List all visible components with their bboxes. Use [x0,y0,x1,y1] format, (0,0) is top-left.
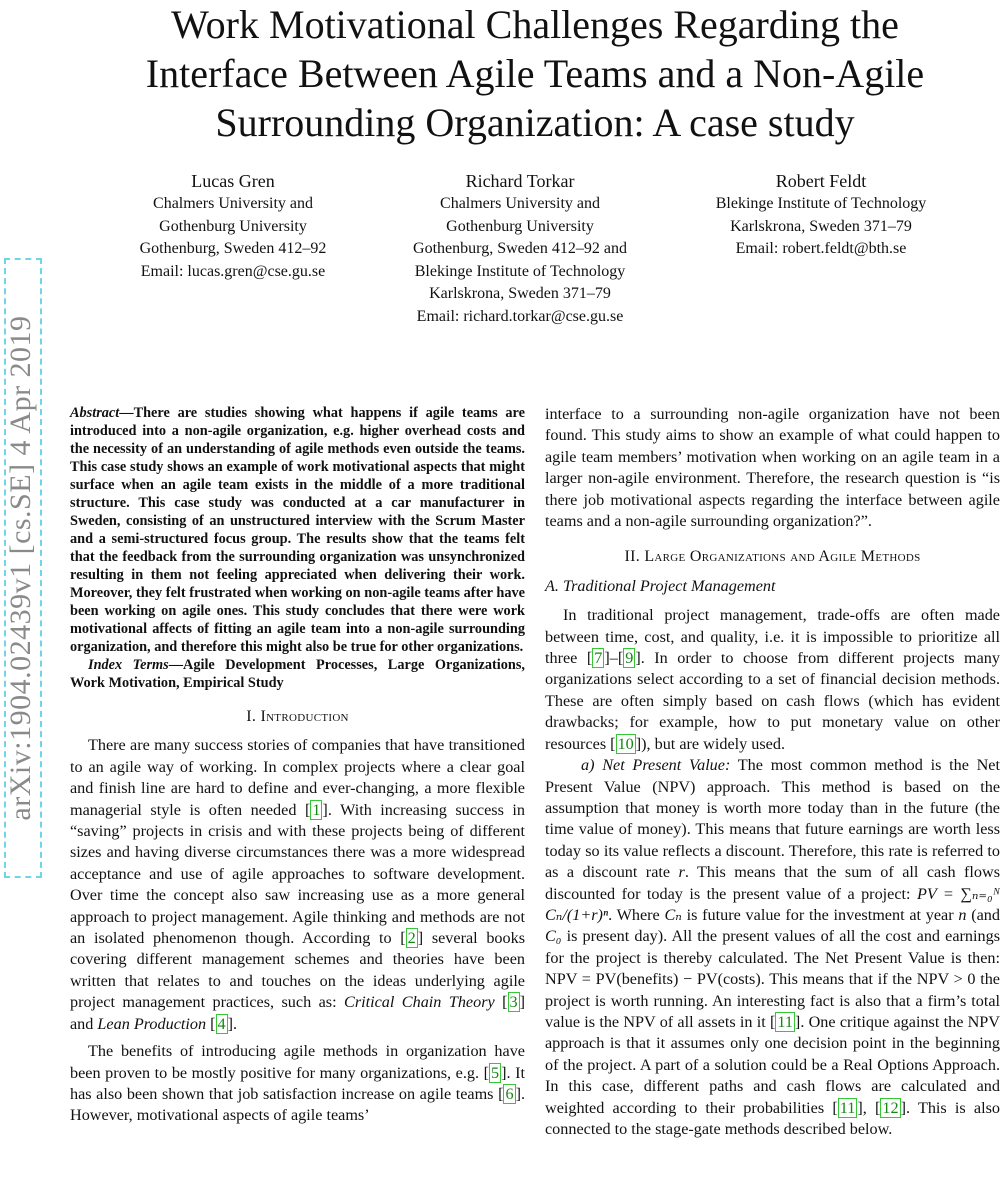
npv-formula: NPV = PV(benefits) − PV(costs) [545,970,761,989]
citation-link[interactable]: 11 [777,1012,793,1031]
section-heading-large-organizations [545,546,1000,567]
traditional-pm-paragraph: In traditional project management, trade-offs are often made between time, cost, and quality, i.e. it is impossible to prioritize all three [ 7 ]–[ 9 ]. In order to choose from different projects many organizations select according to a set of financial decision methods. These are often simply based on cash flows (which has evident drawbacks; for example, how to put monetary value on other resources [ 10 ]), but are widely used. [545,606,1000,753]
text-run: . This is also connected to the stage-gate methods described below. [545,1098,1000,1138]
author-email[interactable]: Email: lucas.gren@cse.gu.se [140,262,326,280]
text-run: . This means that the sum of all cash flows discounted for today is the present value of a project: [545,863,1000,903]
author-torkar [380,170,660,328]
text-run: and [70,1014,98,1033]
abstract-label: Abstract [70,405,120,421]
title-line: Work Motivational Challenges Regarding the [171,2,899,47]
citation-link[interactable]: 5 [491,1063,500,1082]
text-run: . It has also been shown that job satisfaction increase on agile teams [70,1063,525,1103]
section-number: I. [246,708,257,725]
author-name: Robert Feldt [775,171,867,191]
text-run: . [233,1014,238,1033]
section-title: Introduction [260,708,349,725]
citation-link[interactable]: 9 [625,649,634,668]
author-affiliation: Blekinge Institute of Technology [715,195,927,212]
author-address: Karlskrona, Sweden 371–79 [730,217,912,235]
author-affiliation: Gothenburg University [159,217,307,235]
text-run: . This means that if the [760,970,917,989]
math-symbol: r [678,863,685,882]
abstract-text: —There are studies showing what happens if agile teams are introduced into a non-agile organization, e.g. higher overhead costs and the necessity of an understanding of agile methods even outside the teams. This case study shows an example of work motivational aspects that might surface when an agile team exists in the middle of a more traditional structure. This case study was conducted at a car manufacturer in Sweden, consisting of an unstructured interview with the Scrum Master and a semi-structured focus group. The results show that the teams felt that the feedback from the surrounding organization was unsynchronized resulting in them not feeling appreciated when delivering their work. Moreover, they felt frustrated when working on non-agile teams after have been working on agile ones. This study concludes that there were work motivational affects of fitting an agile team into a non-agile surrounding organization, and therefore this might also be true for other organizations. [70,405,525,655]
subsection-heading: A. Traditional Project Management [545,576,776,595]
author-feldt [690,170,952,261]
math-symbol: C₀ [545,927,562,946]
author-affiliation: Blekinge Institute of Technology [414,262,626,280]
author-address: Gothenburg, Sweden 412–92 and [413,240,627,257]
text-run: There are many success stories of companies that have transitioned to an agile way of working. In complex projects where a clear goal and finish line are hard to define and ever-changing, a more flexible managerial style is often needed [70,736,525,819]
pv-formula: PV = ∑ₙ₌₀ᴺ Cₙ/(1+r)ⁿ [545,884,1000,924]
abstract [70,404,525,656]
paragraph-heading: a) Net Present Value: [581,756,731,775]
author-address: Gothenburg, Sweden 412–92 [139,240,327,257]
section-heading-introduction [70,706,525,727]
text-run: The benefits of introducing agile methods in organization have been proven to be mostly positive for many organizations, e.g. [70,1042,525,1082]
title-line: Surrounding Organization: A case study [215,100,855,145]
citation-link[interactable]: 11 [839,1098,856,1117]
text-run: . In order to choose from different projects many organizations select according to a set of financial decision methods. These are often simply based on cash flows (which has evident drawbacks; for example, how to put monetary value on other resources [545,649,1000,753]
italic-term: Critical Chain Theory [344,993,495,1012]
text-run: In traditional project management, trade-offs are often made between time, cost, and quality, i.e. it is impossible to prioritize all three [545,606,1000,668]
section-title: Large Organizations and Agile Methods [644,548,921,566]
paper-title [70,0,1000,147]
text-run: . However, motivational aspects of agile teams’ [70,1084,525,1125]
section-number: II. [624,548,641,566]
author-affiliation: Chalmers University and [153,195,313,212]
text-run: the project is worth running. An interesting fact is also that a firm’s total value is the NPV of all assets in it [545,970,1000,1031]
index-terms-text: —Agile Development Processes, Large Organizations, Work Motivation, Empirical Study [70,657,525,691]
citation-link[interactable]: 4 [217,1014,226,1033]
citation-link[interactable]: 6 [505,1084,514,1103]
text-run: – [609,649,618,668]
author-address: Karlskrona, Sweden 371–79 [429,285,611,302]
title-line: Interface Between Agile Teams and a Non-Agile [145,51,925,96]
citation-link[interactable]: 1 [312,800,321,819]
intro-paragraph-1: There are many success stories of companies that have transitioned to an agile way of working. In complex projects where a clear goal and finish line are hard to define and ever-changing, a more flexible managerial style is often needed [ 1 ]. With increasing success in “saving” projects in crisis and with these projects being of different sizes and having diverse circumstances there was a more widespread acceptance and use of agile approaches to software development. Over time the concept also saw increasing use as a more general approach to project management. Agile thinking and methods are not an isolated phenomenon though. According to [ 2 ] several books covering different management schemes and theories have been written that relates to and touches on the ideas underlying agile project management practices, such as: Critical Chain Theory [ 3 ] and Lean Production [ 4 ]. [70,736,525,1033]
italic-term: Lean Production [97,1014,207,1033]
author-name: Lucas Gren [191,171,275,191]
author-affiliation: Chalmers University and [440,195,600,212]
text-run: . With increasing success in “saving” projects in crisis and with these projects being of different sizes and having diverse circumstances there was a more widespread acceptance and use of agile approaches to software development. Over time the concept also saw increasing use as a more general approach to project management. Agile thinking and methods are not an isolated phenomenon though. According to [70,800,525,948]
author-email[interactable]: Email: richard.torkar@cse.gu.se [416,307,624,325]
npv-paragraph: a) Net Present Value: The most common method is the Net Present Value (NPV) approach. This method is based on the assumption that money is worth more today than in the future (the time value of money). This means that future earnings are worth less today so its value reflects a discount. Therefore, this rate is referred to as a discount rate r. This means that the sum of all cash flows discounted for today is the present value of a project: PV = ∑ₙ₌₀ᴺ Cₙ/(1+r)ⁿ. Where Cₙ is future value for the investment at year n (and C₀ is present day). All the present values of all the cost and earnings for the project is thereby calculated. The Net Present Value is then: NPV = PV(benefits) − PV(costs). This means that if the NPV > 0 the project is worth running. An interesting fact is also that a firm’s total value is the NPV of all assets in it [ 11 ]. One critique against the NPV approach is that it assumes only one decision point in the beginning of the project. A part of a solution could be a Real Options Approach. In this case, different paths and cash flows are calculated and weighted according to their probabilities [ 11 ], [ 12 ]. This is also connected to the stage-gate methods described below. [545,756,1000,1138]
text-run: (and [966,905,1000,924]
author-affiliation: Gothenburg University [446,217,594,235]
math-symbol: Cₙ [664,905,682,924]
author-name: Richard Torkar [465,171,575,191]
intro-paragraph-2: The benefits of introducing agile methods in organization have been proven to be mostly positive for many organizations, e.g. [ 5 ]. It has also been shown that job satisfaction increase on agile teams [ 6 ]. However, motivational aspects of agile teams’ [70,1042,525,1125]
text-run: several books covering different management schemes and theories have been written that relates to and touches on the ideas underlying agile project management practices, such as: [70,929,525,1012]
index-terms [70,656,525,692]
math-symbol: n [958,905,967,924]
citation-link[interactable]: 3 [509,993,518,1012]
text-run: The most common method is the Net Present Value (NPV) approach. This method is based on the assumption that money is worth more today than in the future (the time value of money). This means that future earnings are worth less today so its value reflects a discount. Therefore, this rate is referred to as a discount rate [545,756,1000,882]
intro-continuation: interface to a surrounding non-agile organization have not been found. This study aims to show an example of what could happen to agile team members’ motivation when working on an agile team in a larger non-agile environment. Therefore, the research question is “is there job motivational aspects regarding the interface between agile teams and a non-agile surrounding organization?”. [545,405,1000,531]
citation-link[interactable]: 2 [407,929,416,948]
text-run: ), but are widely used. [641,734,785,753]
right-column [545,404,1000,1140]
text-run: , [862,1098,876,1117]
author-email[interactable]: Email: robert.feldt@bth.se [735,240,907,257]
text-run: is present day). All the present values of all the cost and earnings for the project is thereby calculated. The Net Present Value is then: [545,927,1000,967]
citation-link[interactable]: 10 [617,734,634,753]
text-run: . One critique against the NPV approach is that it assumes only one decision point in the beginning of the project. A part of a solution could be a Real Options Approach. In this case, different paths and cash flows are calculated and weighted according to their probabilities [545,1012,1000,1117]
citation-link[interactable]: 12 [882,1098,899,1117]
left-column [70,404,525,1127]
npv-condition: NPV > 0 [916,970,976,989]
index-terms-label: Index Terms [88,657,169,673]
arxiv-identifier[interactable]: arXiv:1904.02439v1 [cs.SE] 4 Apr 2019 [4,315,37,821]
text-run: is future value for the investment at year [681,905,959,924]
text-run: . Where [608,905,665,924]
author-gren [110,170,356,283]
citation-link[interactable]: 7 [594,649,603,668]
